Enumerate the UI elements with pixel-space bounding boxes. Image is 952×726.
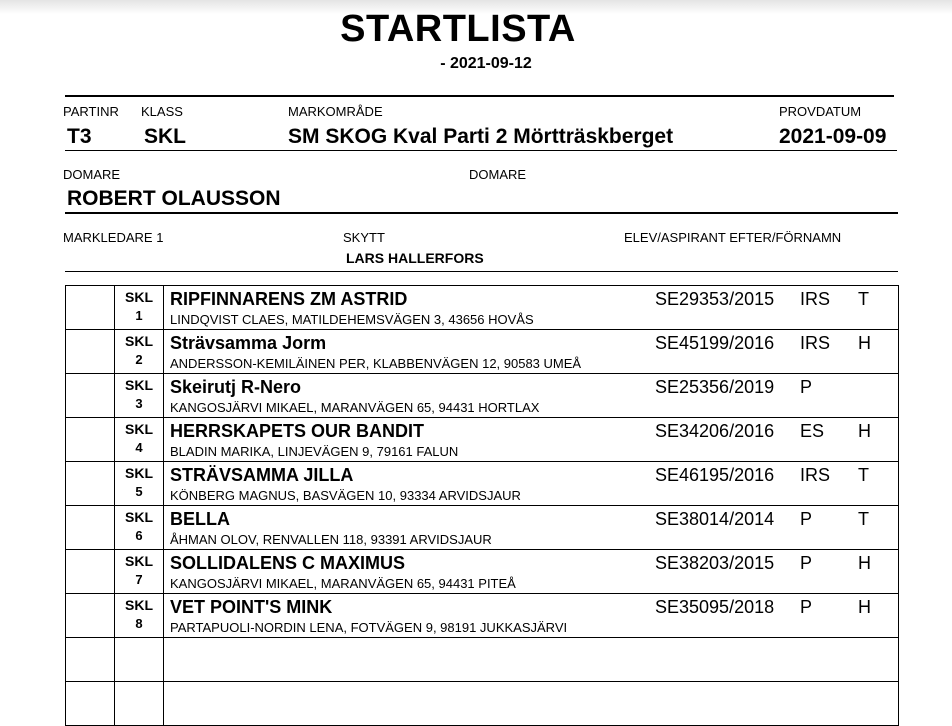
blank-cell <box>66 550 115 593</box>
entry-status: IRS <box>800 289 831 309</box>
dog-name: VET POINT'S MINK <box>170 597 333 617</box>
owner-address: KANGOSJÄRVI MIKAEL, MARANVÄGEN 65, 94431 HORTLAX <box>170 400 540 415</box>
entry-status: P <box>800 553 813 573</box>
class-cell <box>115 330 164 373</box>
registration-number: SE46195/2016 <box>655 465 775 485</box>
divider-1 <box>65 150 897 151</box>
entry-number: 3 <box>135 396 143 411</box>
table-row <box>66 330 898 374</box>
dog-sex: H <box>858 421 871 441</box>
blank-cell <box>115 682 164 725</box>
divider-2 <box>65 212 898 214</box>
page-title: STARTLISTA <box>340 8 576 50</box>
dog-sex: H <box>858 597 871 617</box>
blank-cell <box>66 594 115 637</box>
dog-name: HERRSKAPETS OUR BANDIT <box>170 421 425 441</box>
entry-klass: SKL <box>125 553 153 569</box>
domare1-value: ROBERT OLAUSSON <box>67 187 281 210</box>
entry-status: IRS <box>800 465 831 485</box>
startlist-table <box>65 285 899 726</box>
table-row <box>66 550 898 594</box>
owner-address: ÅHMAN OLOV, RENVALLEN 118, 93391 ARVIDSJAUR <box>170 532 492 547</box>
dog-sex: T <box>858 509 869 529</box>
dog-sex: H <box>858 333 871 353</box>
entry-klass: SKL <box>125 289 153 305</box>
klass-label: KLASS <box>141 104 183 119</box>
registration-number: SE34206/2016 <box>655 421 775 441</box>
table-row <box>66 462 898 506</box>
page-subtitle-date: - 2021-09-12 <box>440 55 532 72</box>
entry-status: P <box>800 377 813 397</box>
domare2-label: DOMARE <box>469 167 527 182</box>
empty-row <box>66 682 898 726</box>
blank-cell <box>66 638 115 681</box>
class-cell <box>115 462 164 505</box>
skytt-label: SKYTT <box>343 230 385 245</box>
domare1-label: DOMARE <box>63 167 121 182</box>
class-cell <box>115 286 164 329</box>
empty-row <box>66 638 898 682</box>
entry-status: P <box>800 509 813 529</box>
entry-status: ES <box>800 421 825 441</box>
entry-status: IRS <box>800 333 831 353</box>
registration-number: SE25356/2019 <box>655 377 775 397</box>
blank-cell <box>66 506 115 549</box>
owner-address: ANDERSSON-KEMILÄINEN PER, KLABBENVÄGEN 12, 90583 UMEÅ <box>170 356 582 371</box>
dog-sex: T <box>858 465 869 485</box>
entry-number: 1 <box>135 308 143 323</box>
registration-number: SE38014/2014 <box>655 509 775 529</box>
entry-number: 7 <box>135 572 143 587</box>
markomrade-value: SM SKOG Kval Parti 2 Mörtträskberget <box>288 125 674 148</box>
partinr-label: PARTINR <box>63 104 119 119</box>
dog-name: Strävsamma Jorm <box>170 333 327 353</box>
provdatum-value: 2021-09-09 <box>779 125 887 148</box>
dog-name: Skeirutj R-Nero <box>170 377 302 397</box>
dog-name: BELLA <box>170 509 230 529</box>
entry-number: 8 <box>135 616 143 631</box>
class-cell <box>115 550 164 593</box>
entry-klass: SKL <box>125 597 153 613</box>
class-cell <box>115 374 164 417</box>
elev-label: ELEV/ASPIRANT EFTER/FÖRNAMN <box>624 230 842 245</box>
entry-number: 6 <box>135 528 143 543</box>
owner-address: KANGOSJÄRVI MIKAEL, MARANVÄGEN 65, 94431 PITEÅ <box>170 576 516 591</box>
provdatum-label: PROVDATUM <box>779 104 862 119</box>
skytt-value: LARS HALLERFORS <box>346 250 484 266</box>
registration-number: SE38203/2015 <box>655 553 775 573</box>
partinr-value: T3 <box>67 125 92 148</box>
table-row <box>66 418 898 462</box>
markomrade-label: MARKOMRÅDE <box>288 104 383 119</box>
dog-name: SOLLIDALENS C MAXIMUS <box>170 553 406 573</box>
table-row <box>66 286 898 330</box>
blank-cell <box>66 418 115 461</box>
blank-cell <box>66 682 115 725</box>
entry-number: 4 <box>135 440 143 455</box>
registration-number: SE45199/2016 <box>655 333 775 353</box>
table-row <box>66 594 898 638</box>
divider-3 <box>65 271 898 272</box>
registration-number: SE29353/2015 <box>655 289 775 309</box>
blank-cell <box>115 638 164 681</box>
owner-address: PARTAPUOLI-NORDIN LENA, FOTVÄGEN 9, 98191 JUKKASJÄRVI <box>170 620 568 635</box>
dog-sex: T <box>858 289 869 309</box>
blank-cell <box>66 374 115 417</box>
owner-address: KÖNBERG MAGNUS, BASVÄGEN 10, 93334 ARVIDSJAUR <box>170 488 521 503</box>
owner-address: BLADIN MARIKA, LINJEVÄGEN 9, 79161 FALUN <box>170 444 459 459</box>
entry-number: 2 <box>135 352 143 367</box>
class-cell <box>115 506 164 549</box>
table-row <box>66 374 898 418</box>
blank-cell <box>66 286 115 329</box>
entry-klass: SKL <box>125 509 153 525</box>
dog-name: STRÄVSAMMA JILLA <box>170 465 354 485</box>
dog-sex: H <box>858 553 871 573</box>
class-cell <box>115 594 164 637</box>
entry-klass: SKL <box>125 421 153 437</box>
entry-klass: SKL <box>125 377 153 393</box>
entry-number: 5 <box>135 484 143 499</box>
entry-klass: SKL <box>125 465 153 481</box>
registration-number: SE35095/2018 <box>655 597 775 617</box>
class-cell <box>115 418 164 461</box>
blank-cell <box>66 462 115 505</box>
dog-name: RIPFINNARENS ZM ASTRID <box>170 289 408 309</box>
entry-klass: SKL <box>125 333 153 349</box>
entry-status: P <box>800 597 813 617</box>
owner-address: LINDQVIST CLAES, MATILDEHEMSVÄGEN 3, 43656 HOVÅS <box>170 312 534 327</box>
divider-top <box>65 95 894 97</box>
markledare-label: MARKLEDARE 1 <box>63 230 164 245</box>
blank-cell <box>66 330 115 373</box>
table-row <box>66 506 898 550</box>
klass-value: SKL <box>144 125 186 148</box>
